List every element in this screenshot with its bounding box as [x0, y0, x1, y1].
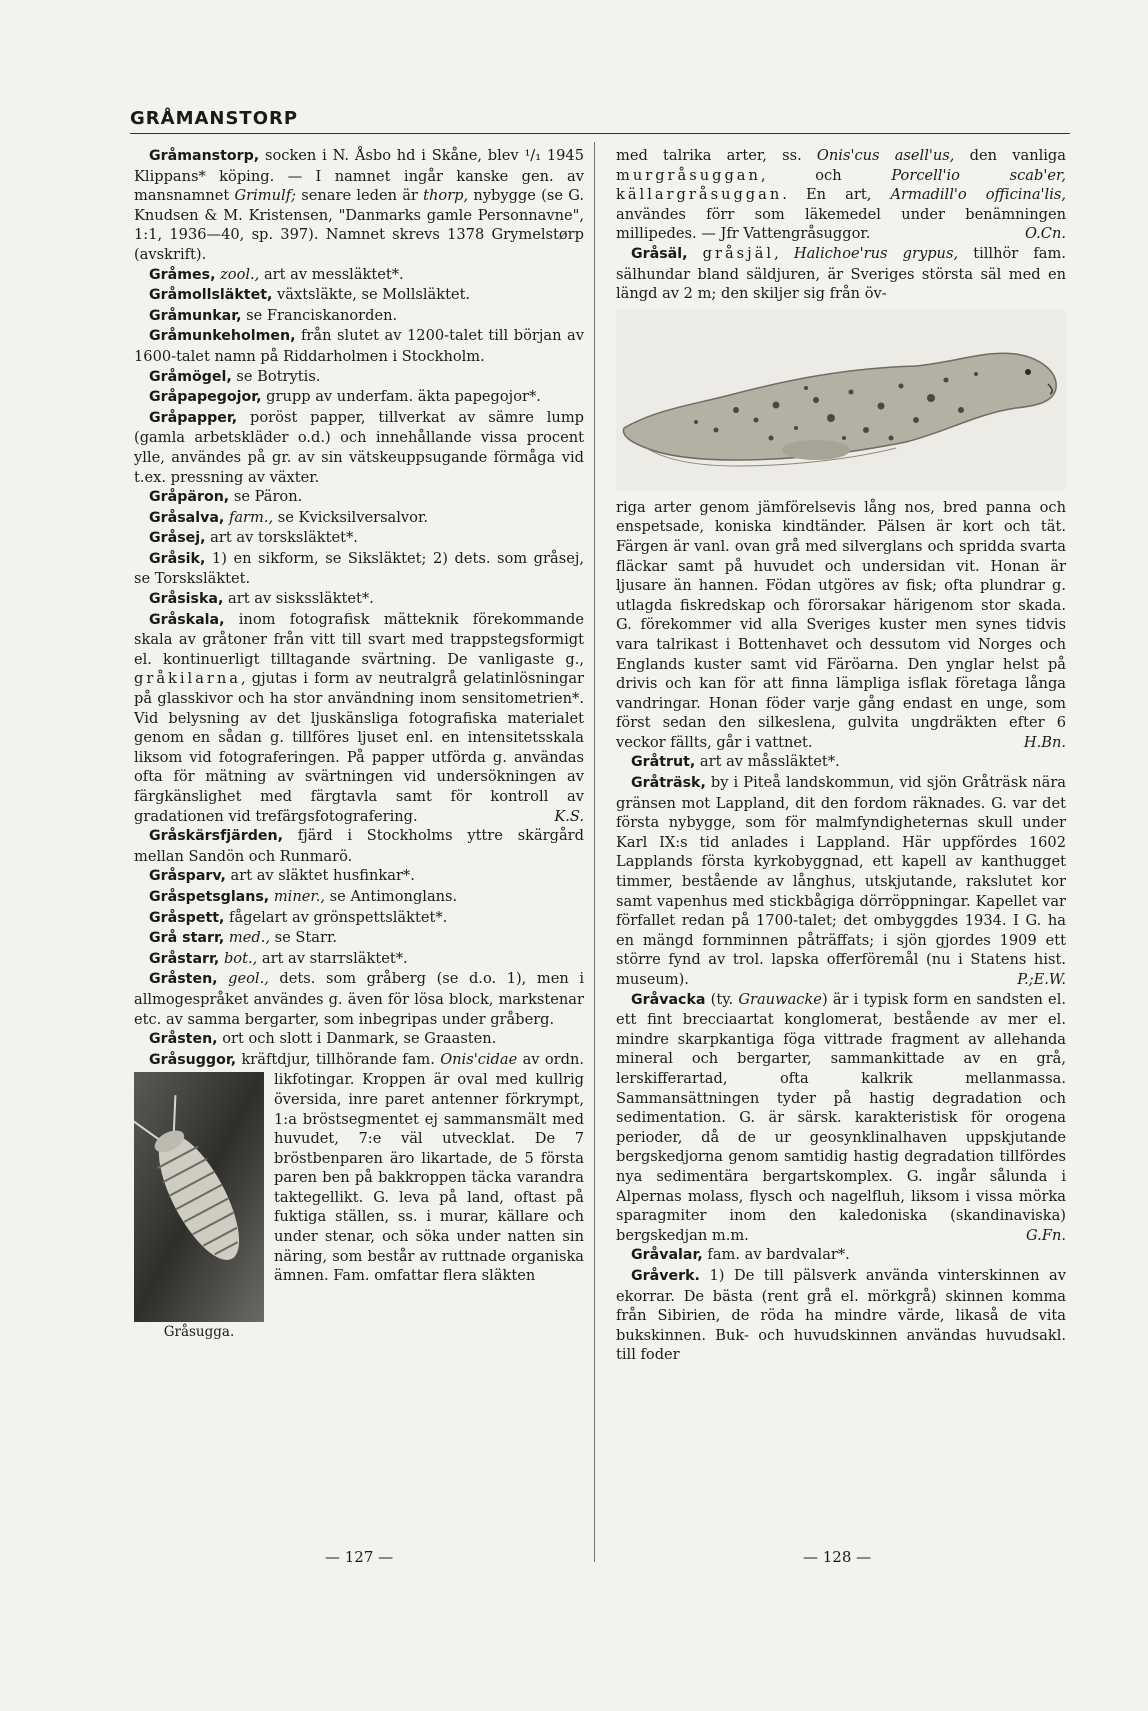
headword: Gråpäron, [149, 489, 230, 506]
entry-grasal-cont [616, 498, 1066, 753]
entry-italic: bot., [219, 949, 258, 967]
entry-text: fam. av bardvalar*. [702, 1246, 850, 1264]
headword: Gråsej, [149, 530, 206, 547]
entry-text: med talrika arter, ss. [616, 147, 817, 164]
entry-text: ) är i typisk form en sandsten el. ett fint brecciaartat konglomerat, bestående av mer el. mindre skarpkantiga föga vittrade fragment av allehanda mineral och bergarter, sammankittade av en grå, lerskifferartad, ofta kalkrik mellanmassa. Sammansättningen tyder på hastig degradation och sedimentation. G. är särsk. karakteristisk för orogena perioder, då de ur geosynklinalhaven uppskjutande bergskedjorna genom samtidig hastig degradation tillfördes nya sedimentära bergartskomplex. G. ingår sålunda i Alpernas molass, flysch och nagelfluh, liksom i vissa mörka sparagmiter inom den kaledoniska (skandinaviska) bergskedjan m.m. [616, 990, 1067, 1244]
headword: Gråskärsfjärden, [149, 828, 283, 845]
headword: Gråträsk, [631, 775, 706, 792]
entry-grasal [616, 244, 1066, 304]
headword: Gråmollsläktet, [149, 287, 273, 304]
entry-gramunkeholmen [134, 326, 584, 366]
entry-grastarr [134, 949, 584, 970]
entry-text: 1) De till pälsverk använda vinterskinnen av ekorrar. De bästa (rent grå el. mörkgrå) skinnen komma från Sibirien, de röda ha mindre värde, likaså de vita bukskinnen. Buk- och huvudskinnen användas huvudsakl. till foder [616, 1266, 1066, 1364]
entry-grames [134, 265, 584, 286]
entry-gravacka [616, 990, 1066, 1246]
headword: Gråmes, [149, 266, 216, 283]
headword: Gråpapegojor, [149, 389, 262, 406]
entry-text: art av torsksläktet*. [205, 529, 358, 547]
entry-italic: Onis'cus asell'us, [816, 147, 955, 164]
entry-italic: Onis'cidae [440, 1050, 518, 1068]
entry-graspett [134, 908, 584, 929]
headword: Gråmanstorp, [149, 148, 260, 164]
entry-grasuggor-cont [616, 146, 1066, 244]
entry-italic: geol., [217, 970, 269, 988]
entry-italic: med., [224, 929, 270, 947]
entry-grasej [134, 528, 584, 549]
headword: Gråmögel, [149, 368, 232, 385]
entry-gravalar [616, 1245, 1066, 1266]
page-number-right: — 128 — [803, 1548, 872, 1566]
entry-text: . En art, [782, 186, 891, 204]
headword: Gråsäl, [631, 245, 688, 262]
entry-text: fågelart av grönspettsläktet*. [224, 908, 448, 926]
figure-caption: Gråsugga. [163, 1324, 235, 1341]
column-divider [594, 142, 595, 1562]
entry-text: senare leden är [296, 187, 424, 205]
headword: Gråmunkar, [149, 307, 242, 324]
headword: Gråmunkeholmen, [149, 328, 296, 345]
entry-spaced: murgråsuggan [616, 166, 761, 184]
entry-grapapper [134, 408, 584, 487]
entry-grasten-geol [134, 969, 584, 1029]
headword: Gråspetsglans, [149, 888, 270, 905]
entry-text: från slutet av 1200-talet till början av 1600-talet namn på Riddarholmen i Stockholm. [134, 327, 584, 365]
author-signature: O.Cn. [1025, 225, 1066, 243]
grey-seal-photo [616, 310, 1066, 490]
entry-gra-starr [134, 928, 584, 949]
entry-grasparv [134, 866, 584, 887]
entry-text: , [774, 244, 794, 262]
headword: Gråsalva, [149, 509, 225, 526]
entry-text: socken i N. Åsbo hd i Skåne, blev ¹/₁ 1945 Klippans* köping. — I namnet ingår kanske gen. av mansnamnet [134, 147, 584, 205]
entry-text: av ordn. likfotingar. Kroppen är oval med kullrig översida, inre paret antenner förkrympt, 1:a bröstsegmentet ej sammansmält med huvudet, 7:e väl utvecklat. De 7 bröstbenparen äro likartade, de 5 första paren ben på bakkroppen täcka varandra taktegellikt. G. leva på land, oftast på fuktiga ställen, ss. i murar, källare och under stenar, och söka under natten sin näring, som består av ruttnade organiska ämnen. Fam. omfattar flera släkten [274, 1050, 584, 1285]
entry-text: den vanliga [954, 147, 1066, 164]
entry-text: (ty. [705, 990, 739, 1008]
entry-text: inom fotografisk mätteknik förekommande skala av gråtoner från vitt till svart med trappstegsformigt el. kontinuerligt tilltagande svärtning. De vanligaste g., [134, 610, 584, 668]
grey-seal-figure [616, 310, 1066, 490]
entry-text: se Botrytis. [231, 367, 321, 385]
entry-graskala [134, 610, 584, 827]
entry-text: art av messläktet*. [259, 265, 404, 283]
entry-text: , och [760, 166, 892, 184]
headword: Gråtrut, [631, 754, 696, 771]
woodlouse-figure [134, 1072, 264, 1343]
entry-text: växtsläkte, se Mollsläktet. [272, 286, 471, 304]
entry-spaced: gråsjäl [702, 244, 775, 262]
entry-text: grupp av underfam. äkta papegojor*. [261, 388, 541, 406]
entry-italic: zool., [215, 265, 260, 283]
entry-text: se Kvicksilversalvor. [273, 508, 428, 526]
entry-text: dets. som gråberg (se d.o. 1), men i allmogespråket användes g. även för lösa block, markstenar etc. av samma bergarter, som inbegripas under gråberg. [134, 970, 584, 1028]
entry-text: se Päron. [229, 488, 303, 506]
entry-grasuggor [134, 1050, 584, 1341]
headword: Gråvalar, [631, 1247, 703, 1264]
entry-text: art av släktet husfinkar*. [225, 867, 415, 885]
entry-text: användes förr som läkemedel under benämningen millipedes. — Jfr Vattengråsuggor. [616, 205, 1066, 243]
entry-text: kräftdjur, tillhörande fam. [236, 1050, 441, 1068]
headword: Gråverk. [631, 1267, 700, 1284]
author-signature: K.S. [554, 807, 584, 825]
entry-text: se Antimonglans. [325, 887, 458, 905]
headword: Gråsten, [149, 1031, 218, 1048]
headword: Gråvacka [631, 991, 706, 1008]
headword: Gråspett, [149, 909, 225, 926]
entry-gramollslaktet [134, 285, 584, 306]
headword: Gråsik, [149, 550, 206, 567]
entry-text: tillhör fam. sälhundar bland säldjuren, är Sveriges största säl med en längd av 2 m; den skiljer sig från öv- [616, 244, 1066, 303]
entry-text: fjärd i Stockholms yttre skärgård mellan Sandön och Runmarö. [134, 827, 584, 865]
right-column [616, 146, 1066, 1365]
entry-text: art av måssläktet*. [695, 753, 840, 771]
entry-italic: Grauwacke [738, 990, 822, 1008]
entry-italic: miner., [269, 887, 326, 905]
page-number-left: — 127 — [325, 1548, 394, 1566]
entry-text [688, 245, 703, 262]
entry-text: poröst papper, tillverkat av sämre lump (gamla arbetskläder o.d.) och innehållande vissa procent ylle, användes på gr. av sin vätskeuppsugande förmåga vid t.ex. pressning av växter. [134, 408, 584, 486]
entry-italic: farm., [224, 508, 274, 526]
entry-text: nybygge (se G. Knudsen & M. Kristensen, "Danmarks gamle Personnavne", 1:1, 1936—40, sp. 397). Namnet skrevs 1378 Grymelstørp (avskrift). [134, 187, 584, 263]
entry-graverk [616, 1266, 1066, 1365]
entry-grasik [134, 549, 584, 589]
entry-gramanstorp [134, 146, 584, 265]
entry-text: , gjutas i form av neutralgrå gelatinlösningar på glasskivor och ha stor användning inom sensitometrien*. Vid belysning av det ljuskänsliga fotografiska materialet genom en sådan g. tillföres ljuset enl. en intensitetsskala liksom vid fotograferingen. På papper utförda g. användas ofta för mätning av svärtningen vid undersökningen av färgkänslighet med färgtavla samt för kontroll av gradationen vid trefärgsfotografering. [134, 670, 584, 825]
entry-italic: Armadill'o officina'lis, [890, 186, 1066, 204]
left-column [134, 146, 584, 1343]
entry-gratrask [616, 773, 1066, 990]
entry-grasiska [134, 589, 584, 610]
entry-text: se Franciskanorden. [241, 306, 398, 324]
entry-text: by i Piteå landskommun, vid sjön Gråträsk nära gränsen mot Lappland, dit den fordom räknades. G. var det första nybygge, som för malmfyndigheternas skull under Karl IX:s tid anlades i Lappland. Här uppfördes 1602 Lapplands första kyrkobyggnad, ett kapell av kanthugget timmer, bestående av långhus, utskjutande, rakslutet kor samt vapenhus med stickbågiga dörröppningar. Kapellet var förfallet redan på 1700-talet; det ombyggdes 1934. I G. ha en mängd fornminnen påträffats; i sjön gjordes 1909 ett större fynd av trol. lapska offerföremål (nu i Statens hist. museum). [616, 774, 1066, 988]
entry-italic: Halichoe'rus grypus, [793, 244, 959, 262]
author-signature: P.;E.W. [1017, 971, 1066, 988]
entry-graparon [134, 487, 584, 508]
headword: Gråstarr, [149, 950, 220, 967]
entry-text: se Starr. [270, 929, 337, 947]
entry-gratrut [616, 752, 1066, 773]
entry-spaced: gråkilarna [134, 670, 241, 688]
headword: Gråsiska, [149, 591, 224, 608]
headword: Gråsten, [149, 971, 218, 988]
entry-spaced: källargråsuggan [616, 186, 783, 204]
entry-grasten-ort [134, 1029, 584, 1050]
headword: Gråsuggor, [149, 1051, 237, 1068]
entry-text: 1) en sikform, se Siksläktet; 2) dets. som gråsej, se Torsksläktet. [134, 549, 584, 588]
entry-italic: Porcell'io scab'er, [891, 166, 1066, 184]
entry-grasalva [134, 508, 584, 529]
entry-text: ort och slott i Danmark, se Graasten. [217, 1030, 497, 1048]
entry-gramunkar [134, 306, 584, 327]
woodlouse-photo [134, 1072, 264, 1322]
entry-gramogel [134, 367, 584, 388]
running-head: GRÅMANSTORP [130, 108, 299, 129]
entry-grapapegojor [134, 387, 584, 408]
entry-text: art av starrsläktet*. [257, 949, 408, 967]
author-signature: G.Fn. [1026, 1226, 1066, 1244]
headword: Gråpapper, [149, 409, 238, 426]
author-signature: H.Bn. [1023, 733, 1066, 751]
headword: Gråskala, [149, 611, 225, 628]
entry-graspetsglans [134, 887, 584, 908]
headword: Grå starr, [149, 930, 225, 947]
headword: Gråsparv, [149, 868, 226, 885]
header-rule [130, 133, 1070, 134]
entry-text: art av siskssläktet*. [223, 590, 374, 608]
entry-italic: thorp, [423, 187, 469, 205]
entry-text: riga arter genom jämförelsevis lång nos, bred panna och enspetsade, koniska kindtänder. Pälsen är kort och tät. Färgen är vanl. ovan grå med silverglans och spridda svarta fläckar samt på huvudet och undersidan vit. Honan är ljusare än hannen. Födan utgöres av fisk; ofta plundrar g. utlagda fiskredskap och förorsakar härigenom stor skada. G. förekommer vid alla Sveriges kuster men synes tidvis vara talrikast i Bottenhavet och dessutom vid Norges och Englands kuster samt vid Färöarna. Den ynglar helst på drivis och kan för att finna lämpliga isflak företaga långa vandringar. Honan föder varje gång endast en unge, som först sedan den silkeslena, gulvita ungdräkten efter 6 veckor fällts, går i vattnet. [616, 498, 1066, 751]
entry-graskarsfjarden [134, 826, 584, 866]
entry-italic: Grimulf; [234, 187, 297, 205]
